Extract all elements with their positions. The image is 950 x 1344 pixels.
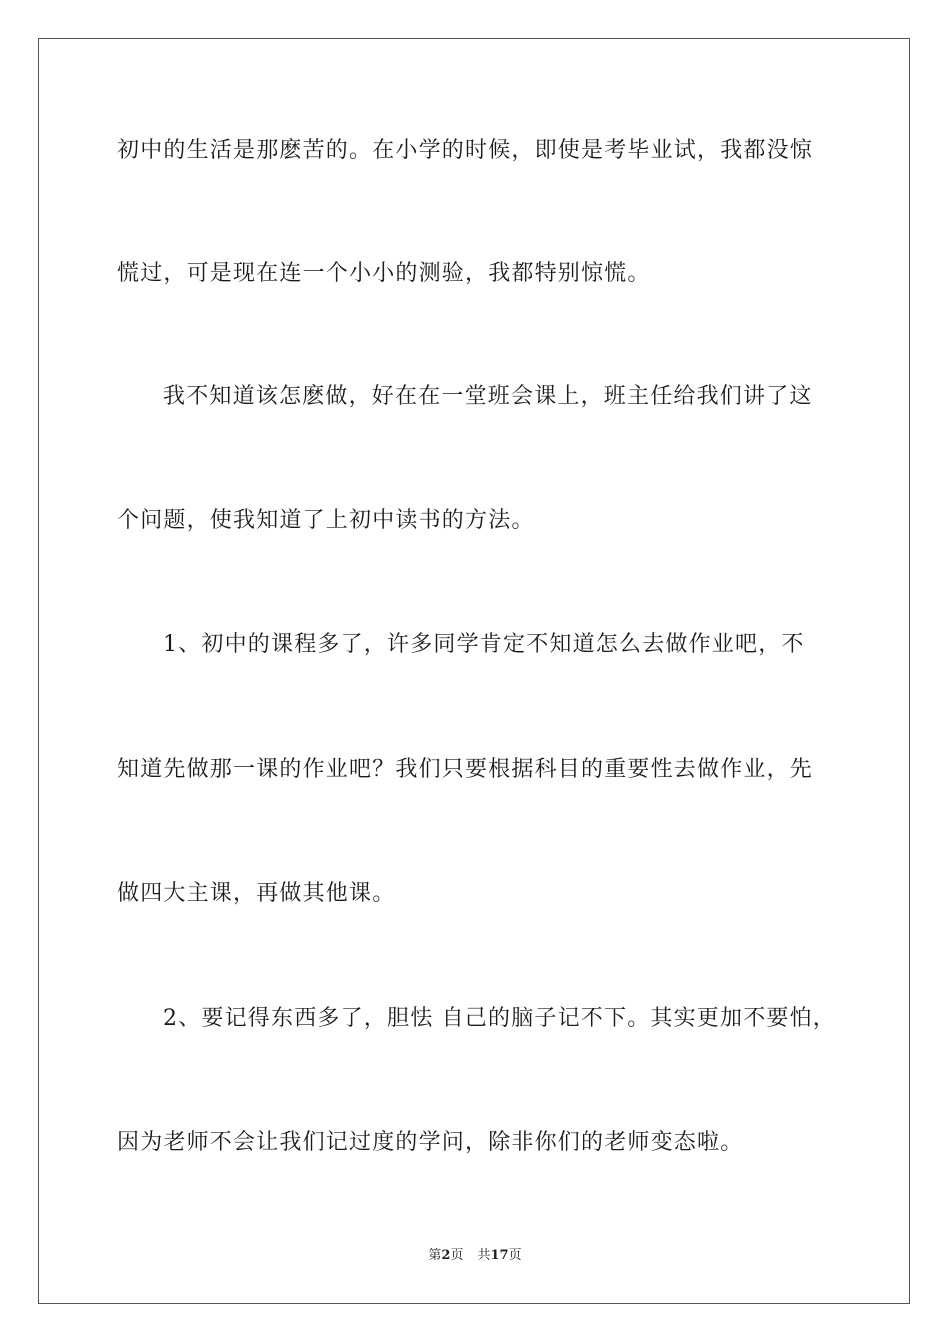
paragraph-line: 做四大主课，再做其他课。	[117, 881, 396, 906]
total-pages: 17	[490, 1248, 509, 1263]
paragraph-line: 1、初中的课程多了，许多同学肯定不知道怎么去做作业吧，不	[163, 632, 805, 657]
paragraph-line: 初中的生活是那麽苦的。在小学的时候，即使是考毕业试，我都没惊	[117, 138, 814, 163]
paragraph-line: 知道先做那一课的作业吧？我们只要根据科目的重要性去做作业，先	[117, 757, 814, 782]
page-border	[38, 38, 910, 1304]
page-number: 2	[441, 1248, 451, 1263]
total-suffix: 页	[508, 1248, 522, 1263]
page-prefix: 第	[428, 1248, 442, 1263]
paragraph-line: 2、要记得东西多了，胆怯 自己的脑子记不下。其实更加不要怕，	[163, 1006, 836, 1031]
total-prefix: 共	[477, 1248, 491, 1263]
paragraph-line: 个问题，使我知道了上初中读书的方法。	[117, 508, 535, 533]
paragraph-line: 慌过，可是现在连一个小小的测验，我都特别惊慌。	[117, 261, 651, 286]
paragraph-line: 因为老师不会让我们记过度的学问，除非你们的老师变态啦。	[117, 1130, 744, 1155]
page-suffix: 页	[450, 1248, 464, 1263]
page-footer	[0, 1247, 950, 1265]
paragraph-line: 我不知道该怎麽做，好在在一堂班会课上，班主任给我们讲了这	[163, 384, 813, 409]
